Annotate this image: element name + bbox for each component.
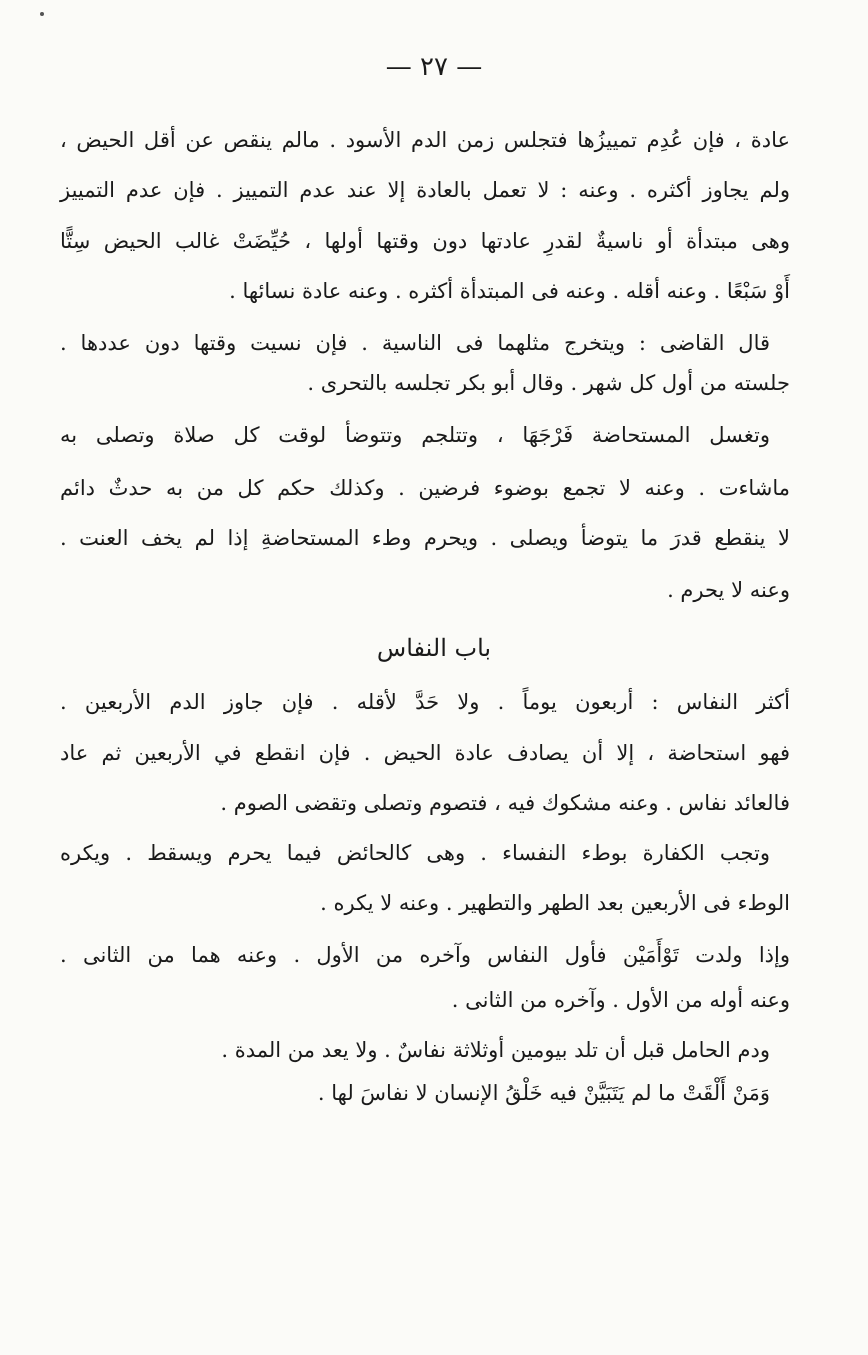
text-line: قال القاضى : ويتخرج مثلهما فى الناسية . فإن نسيت وقتها دون عددها . xyxy=(60,331,770,355)
text-line: فهو استحاضة ، إلا أن يصادف عادة الحيض . فإن انقطع في الأربعين ثم عاد xyxy=(60,741,790,765)
text-line: ماشاءت . وعنه لا تجمع بوضوء فرضين . وكذلك حكم كل من به حدثٌ دائم xyxy=(60,476,790,500)
page-number: — ٢٧ — xyxy=(385,52,483,82)
text-line: جلسته من أول كل شهر . وقال أبو بكر تجلسه بالتحرى . xyxy=(307,371,790,395)
text-line: وعنه لا يحرم . xyxy=(667,578,790,602)
text-line: وَمَنْ أَلْقَتْ ما لم يَتَبَيَّنْ فيه خَلْقُ الإنسان لا نفاسَ لها . xyxy=(317,1081,770,1105)
ink-speck xyxy=(40,12,44,16)
text-line: أكثر النفاس : أربعون يوماً . ولا حَدَّ لأقله . فإن جاوز الدم الأربعين . xyxy=(60,690,790,714)
text-line: وهى مبتدأة أو ناسيةٌ لقدرِ عادتها دون وقتها أولها ، حُيِّضَتْ غالب الحيض سِتًّا xyxy=(60,229,790,253)
text-line: وتغسل المستحاضة فَرْجَهَا ، وتتلجم وتتوضأ لوقت كل صلاة وتصلى به xyxy=(60,423,770,447)
section-heading: باب النفاس xyxy=(376,634,492,662)
text-line: وإذا ولدت تَوْأَمَيْن فأول النفاس وآخره من الأول . وعنه هما من الثانى . xyxy=(60,943,790,967)
text-line: عادة ، فإن عُدِم تمييزُها فتجلس زمن الدم الأسود . مالم ينقص عن أقل الحيض ، xyxy=(60,128,790,152)
text-line: وتجب الكفارة بوطء النفساء . وهى كالحائض فيما يحرم ويسقط . ويكره xyxy=(60,841,770,865)
text-line: أَوْ سَبْعًا . وعنه أقله . وعنه فى المبتدأة أكثره . وعنه عادة نسائها . xyxy=(229,279,790,303)
text-line: الوطء فى الأربعين بعد الطهر والتطهير . وعنه لا يكره . xyxy=(320,891,790,915)
text-line: وعنه أوله من الأول . وآخره من الثانى . xyxy=(451,988,790,1012)
text-line: لا ينقطع قدرَ ما يتوضأ ويصلى . ويحرم وطء المستحاضةِ إذا لم يخف العنت . xyxy=(60,526,790,550)
text-line: ولم يجاوز أكثره . وعنه : لا تعمل بالعادة إلا عند عدم التمييز . فإن عدم التمييز xyxy=(60,178,790,202)
text-line: ودم الحامل قبل أن تلد بيومين أوثلاثة نفاسٌ . ولا يعد من المدة . xyxy=(221,1038,770,1062)
text-line: فالعائد نفاس . وعنه مشكوك فيه ، فتصوم وتصلى وتقضى الصوم . xyxy=(220,791,790,815)
